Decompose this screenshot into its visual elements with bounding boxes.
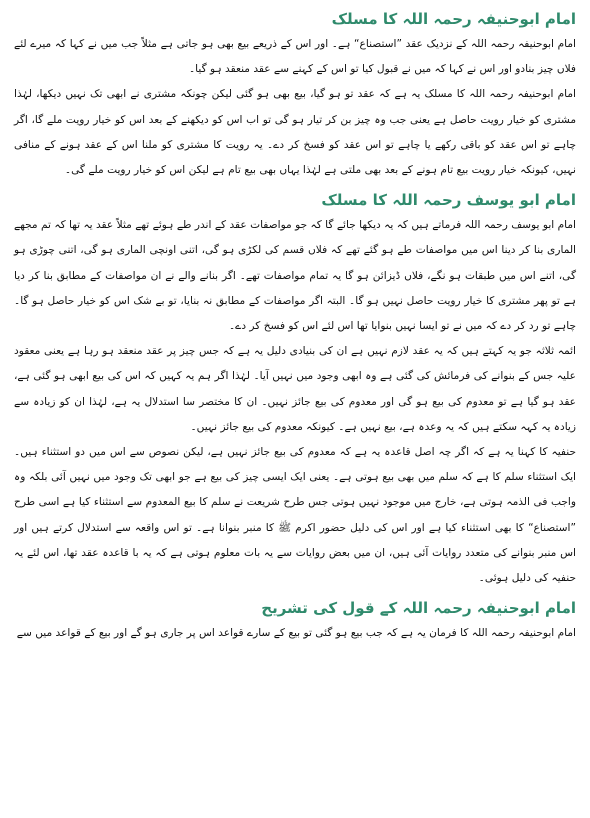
paragraph: امام ابوحنیفہ رحمہ اللہ کا فرمان یہ ہے کہ جب بیع ہو گئی تو بیع کے سارے قواعد اس پر جاری ہو گے اور بیع کے قواعد میں سے	[16, 627, 576, 640]
paragraph: امام ابوحنیفہ رحمہ اللہ کے نزدیک عقد ”استصناع“ ہے۔ اور اس کے ذریعے بیع بھی ہو جاتی ہے مثلاً جب میں نے کہا کہ میرے لئے فلاں چیز بنادو اور اس نے کہا کہ میں نے قبول کیا تو اس کے کہنے سے عقد منعقد ہو گیا۔	[14, 38, 576, 76]
section-heading-abu-hanifa-tashreeh: امام ابوحنیفہ رحمہ اللہ کے قول کی تشریح	[261, 599, 576, 618]
paragraph: امام ابوحنیفہ رحمہ اللہ کا مسلک یہ ہے کہ عقد تو ہو گیا، بیع بھی ہو گئی لیکن چونکہ مشتری نے ابھی تک نہیں دیکھا، لہٰذا مشتری کو خیار رویت حاصل ہے یعنی جب وہ چیز بن کر تیار ہو گی تو اب اس کو دیکھنے کے بعد اس کو خیار رویت ملے گا، اگر چاہے تو اس عقد کو باقی رکھے یا چاہے تو اس عقد کو فسخ کر دے۔ یہ رویت کا مشتری کو ملنا اس کے عقد ہونے کے منافی نہیں، کیونکہ خیار رویت بیع تام ہونے کے بعد بھی ملتی ہے لہٰذا یہاں بھی بیع تام ہے لیکن اس کو خیار رویت ملے گی۔	[14, 88, 576, 177]
paragraph: ائمہ ثلاثہ جو یہ کہتے ہیں کہ یہ عقد لازم نہیں ہے ان کی بنیادی دلیل یہ ہے کہ جس چیز پر عقد منعقد ہو رہا ہے یعنی معقود علیہ جس کے بنوانے کی فرمائش کی گئی ہے وہ ابھی وجود میں نہیں آیا۔ لہٰذا اگر ہم یہ کہیں کہ اس کی بیع ابھی ہو گئی ہے، عقد ہو گیا ہے تو معدوم کی بیع ہو گی اور معدوم کی بیع جائز نہیں۔ ان کا مختصر سا استدلال یہ ہے، لہٰذا ان کو زیادہ سے زیادہ یہ کہہ سکتے ہیں کہ یہ وعدہ ہے، بیع نہیں ہے۔ کیونکہ معدوم کی بیع جائز نہیں۔	[14, 345, 576, 433]
section-heading-abu-hanifa-maslak: امام ابوحنیفہ رحمہ اللہ کا مسلک	[331, 10, 576, 28]
paragraph: حنفیہ کا کہنا یہ ہے کہ اگر چہ اصل قاعدہ یہ ہے کہ معدوم کی بیع جائز نہیں ہے، لیکن نصوص سے اس میں دو استثناء ہیں۔ ایک استثناء سلم کا ہے کہ سلم میں بھی بیع ہوتی ہے۔ یعنی ایک ایسی چیز کی بیع ہے جو ابھی تک وجود میں نہیں آئی بلکہ وہ واجب فی الذمہ ہوتی ہے، خارج میں موجود نہیں ہوتی جس طرح شریعت نے سلم کا بیع المعدوم سے استثناء کیا ہے اسی طرح ”استصناع“ کا بھی استثناء کیا ہے اور اس کی دلیل حضور اکرم ﷺ کا منبر بنوانا ہے۔ تو اس واقعہ سے استدلال کرتے ہیں اور اس منبر بنوانے کی متعدد روایات آئی ہیں، ان میں بعض روایات سے یہ بات معلوم ہوتی ہے کہ یہ با قاعدہ عقد تھا، اس لئے یہ حنفیہ کی دلیل ہوئی۔	[14, 446, 576, 585]
section-heading-abu-yusuf-maslak: امام ابو یوسف رحمہ اللہ کا مسلک	[321, 191, 576, 210]
paragraph: امام ابو یوسف رحمہ اللہ فرماتے ہیں کہ یہ دیکھا جائے گا کہ جو مواصفات عقد کے اندر طے ہوئے تھے مثلاً عقد یہ تھا کہ تم مجھے الماری بنا کر دینا اس میں مواصفات طے ہو گئے تھے کہ فلاں قسم کی لکڑی ہو گی، اتنی اونچی الماری ہو گی، اتنی چوڑی ہو گی، اتنے اس میں طبقات ہو نگے، فلاں ڈیزائن ہو گا یہ تمام مواصفات تھے۔ اگر بنانے والے نے ان مواصفات کے مطابق بنا کر دیا ہے تو پھر مشتری کا خیار رویت حاصل نہیں ہو گا۔ البتہ اگر مواصفات کے مطابق نہ بنایا، تو بے شک اس کو خیار حاصل ہو گا۔ چاہے تو رد کر دے کہ میں نے تو ایسا نہیں بنوایا تھا اس لئے اس کو فسخ کر دے۔	[14, 219, 576, 333]
